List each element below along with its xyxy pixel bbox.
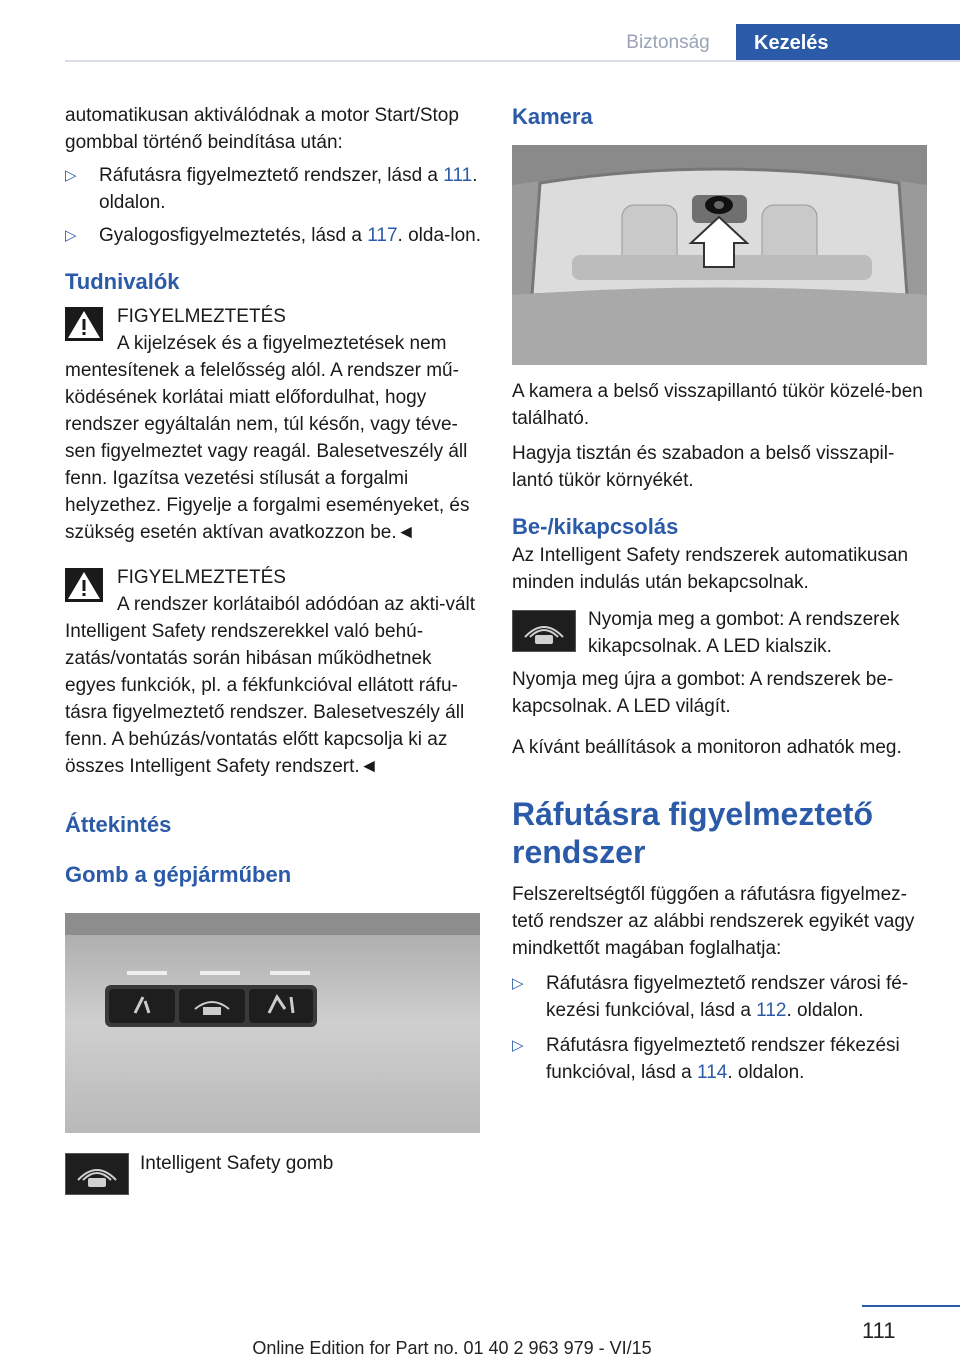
right-column-top (512, 102, 930, 132)
list-item: ▷ Ráfutásra figyelmeztető rendszer fékezési funkcióval, lásd a 114. oldalon. (512, 1032, 930, 1086)
warning-text: A rendszer korlátaiból adódóan az akti-vált Intelligent Safety rendszerekkel való behú-zatás/vontatás során hibásan működhetnek egyes funkciók, pl. a fékfunkcióval ellátott ráfu-tásra figyelmeztető rendszer. Balesetveszély áll fenn. A behúzás/vontatás előtt kapcsolja ki az összes Intelligent Safety rendszert.◄ (65, 594, 476, 777)
triangle-bullet-icon: ▷ (512, 975, 524, 992)
warning-title: FIGYELMEZTETÉS (117, 567, 286, 588)
warning-text: A kijelzések és a figyelmeztetések nem mentesítenek a felelősség alól. A rendszer mű-ködésének korlátai miatt előfordulhat, hogy rendszer egyáltalán nem, túl későn, vagy téve-sen figyelmeztet vagy reagál. Balesetveszély áll fenn. Igazítsa vezetési stílusát a forgalmi helyzethez. Figyelje a forgalmi eseményeket, és szükség esetén aktívan avatkozzon be.◄ (65, 333, 470, 543)
footer-rule (862, 1305, 960, 1307)
left-column (65, 102, 483, 890)
list-item: ▷ Ráfutásra figyelmeztető rendszer városi fé-kezési funkcióval, lásd a 112. oldalon. (512, 970, 930, 1024)
camera-text: Hagyja tisztán és szabadon a belső visszapil-lantó tükör környékét. (512, 443, 895, 491)
button-panel-image (65, 913, 480, 1133)
tab-safety[interactable]: Biztonság (626, 32, 710, 53)
onoff-text: A kívánt beállítások a monitoron adhatók meg. (512, 737, 902, 758)
onoff-text: Nyomja meg újra a gombot: A rendszerek be-kapcsolnak. A LED világít. (512, 669, 894, 717)
warning-block (65, 303, 483, 546)
collision-text: Felszereltségtől függően a ráfutásra figyelmez-tető rendszer az alábbi rendszerek egyikét vagy mindkettőt magában foglalhatja: (512, 884, 915, 959)
warning-icon (65, 307, 103, 341)
collision-heading: Ráfutásra figyelmeztető rendszer (512, 796, 873, 870)
right-column (512, 378, 930, 1086)
page-link[interactable]: 112 (756, 1000, 787, 1021)
button-heading: Gomb a gépjárműben (65, 862, 292, 887)
triangle-bullet-icon: ▷ (65, 227, 77, 244)
warning-title: FIGYELMEZTETÉS (117, 306, 286, 327)
page-link[interactable]: 114 (697, 1062, 728, 1083)
notes-heading: Tudnivalók (65, 269, 180, 294)
page-link[interactable]: 111 (443, 165, 473, 186)
onoff-icon-row (512, 606, 930, 660)
camera-image (512, 145, 927, 365)
page-link[interactable]: 117 (367, 225, 398, 246)
footer-edition: Online Edition for Part no. 01 40 2 963 979 - VI/15 (252, 1338, 652, 1358)
camera-text: A kamera a belső visszapillantó tükör közelé-ben található. (512, 381, 923, 429)
triangle-bullet-icon: ▷ (512, 1037, 524, 1054)
onoff-icon-text: Nyomja meg a gombot: A rendszerek kikapcsolnak. A LED kialszik. (588, 609, 900, 657)
header-divider (65, 60, 960, 62)
onoff-heading: Be-/kikapcsolás (512, 514, 679, 539)
onoff-text: Az Intelligent Safety rendszerek automatikusan minden indulás után bekapcsolnak. (512, 545, 909, 593)
page-number: 111 (862, 1318, 896, 1343)
warning-icon (65, 568, 103, 602)
intro-text: automatikusan aktiválódnak a motor Start/Stop gombbal történő beindítása után: (65, 105, 459, 153)
list-item: ▷ Gyalogosfigyelmeztetés, lásd a 117. olda-lon. (65, 222, 483, 249)
list-item: ▷ Ráfutásra figyelmeztető rendszer, lásd a 111. oldalon. (65, 162, 483, 216)
overview-heading: Áttekintés (65, 812, 172, 837)
warning-block (65, 564, 483, 780)
intelligent-safety-button-icon (65, 1153, 129, 1195)
intelligent-safety-button-icon (512, 610, 576, 652)
button-caption: Intelligent Safety gomb (140, 1153, 334, 1174)
tab-operation[interactable]: Kezelés (736, 24, 960, 62)
triangle-bullet-icon: ▷ (65, 167, 77, 184)
camera-heading: Kamera (512, 104, 593, 129)
